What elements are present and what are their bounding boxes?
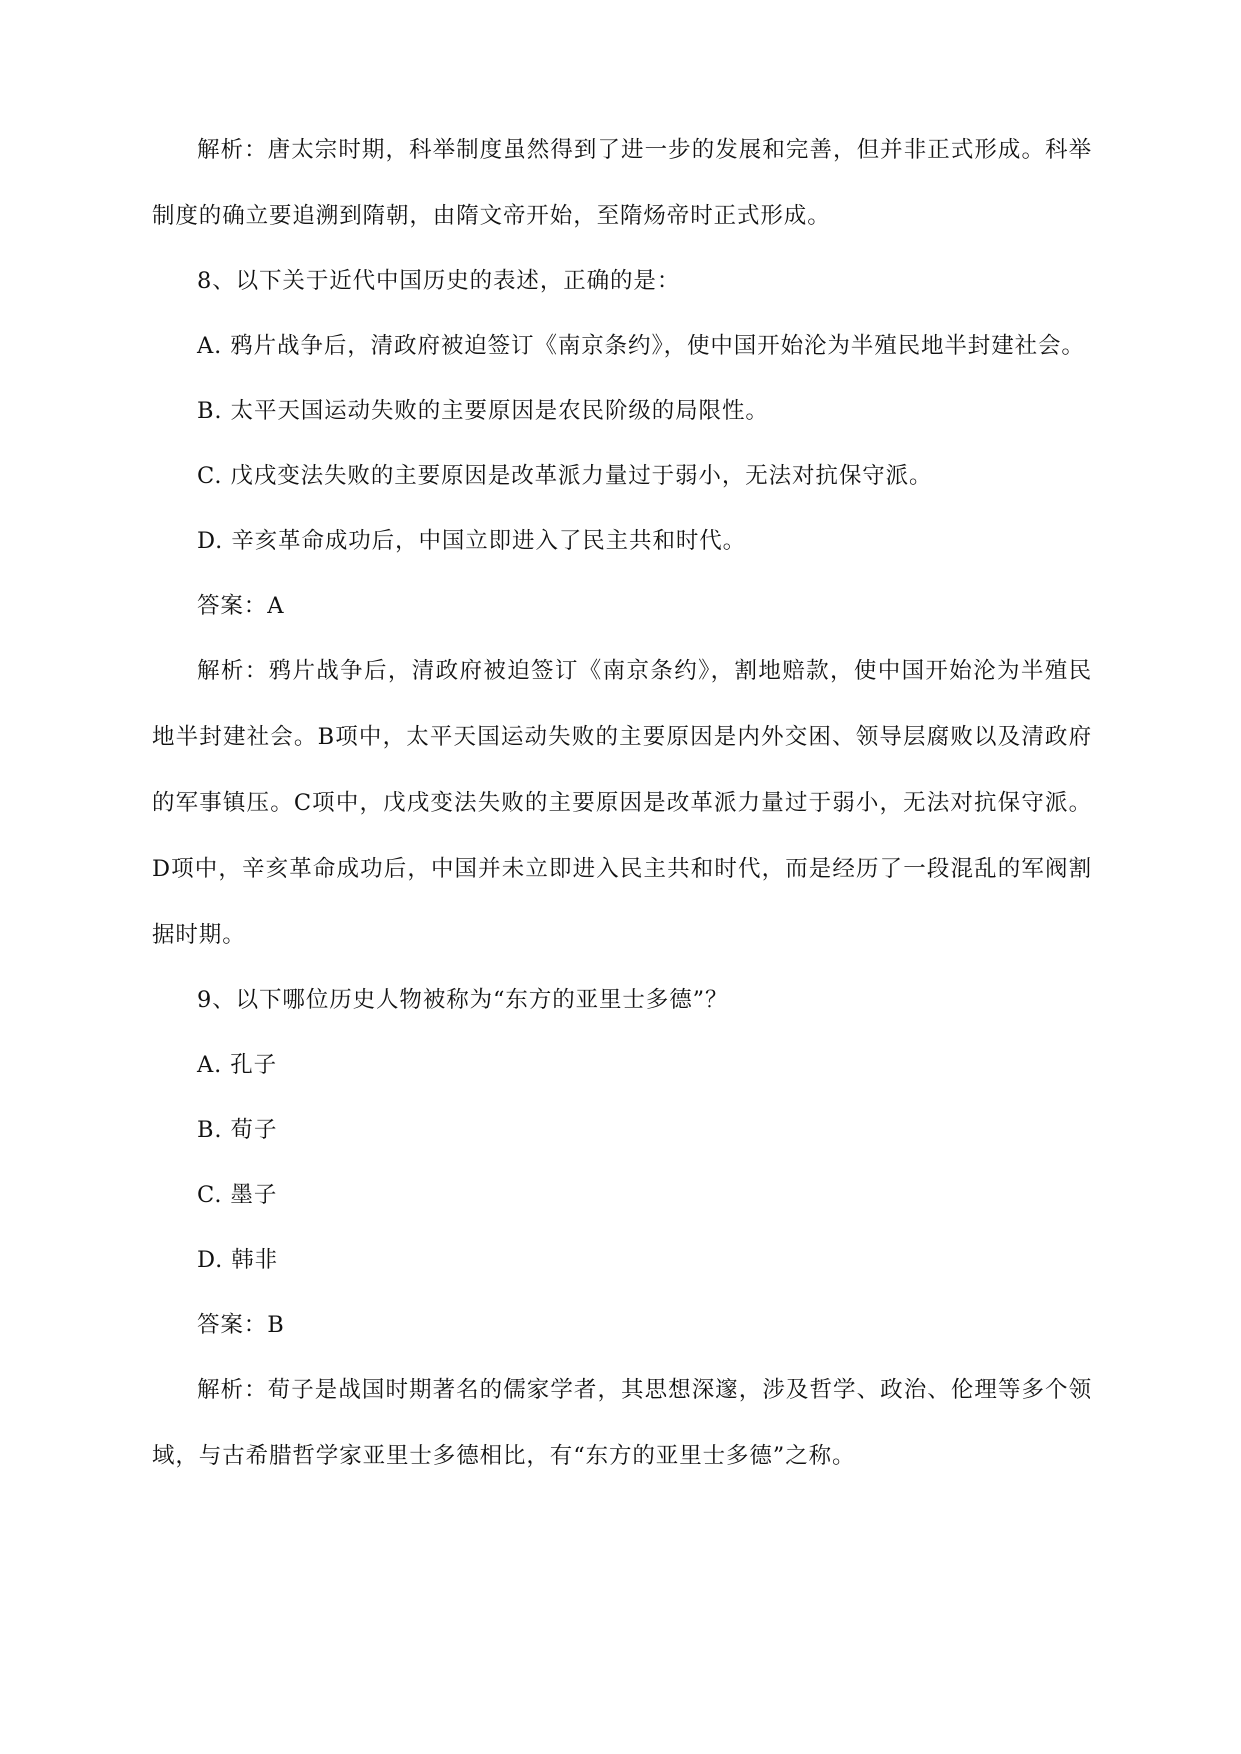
option-c-q9: C. 墨子 (197, 1182, 278, 1208)
answer-q8: 答案：A (197, 593, 285, 619)
answer-q9: 答案：B (197, 1312, 285, 1338)
option-d-q8: D. 辛亥革命成功后，中国立即进入了民主共和时代。 (197, 528, 747, 554)
option-c-q8: C. 戊戌变法失败的主要原因是改革派力量过于弱小，无法对抗保守派。 (197, 463, 933, 489)
option-d-q9: D. 韩非 (197, 1247, 279, 1273)
analysis-q9: 解析：荀子是战国时期著名的儒家学者，其思想深邃，涉及哲学、政治、伦理等多个领域，与古希腊哲学家亚里士多德相比，有“东方的亚里士多德”之称。 (152, 1377, 1092, 1469)
option-b-q8: B. 太平天国运动失败的主要原因是农民阶级的局限性。 (197, 398, 769, 424)
analysis-q7: 解析：唐太宗时期，科举制度虽然得到了进一步的发展和完善，但并非正式形成。科举制度的确立要追溯到隋朝，由隋文帝开始，至隋炀帝时正式形成。 (152, 137, 1092, 229)
analysis-q8: 解析：鸦片战争后，清政府被迫签订《南京条约》，割地赔款，使中国开始沦为半殖民地半封建社会。B项中，太平天国运动失败的主要原因是内外交困、领导层腐败以及清政府的军事镇压。C项中，戊戌变法失败的主要原因是改革派力量过于弱小，无法对抗保守派。D项中，辛亥革命成功后，中国并未立即进入民主共和时代，而是经历了一段混乱的军阀割据时期。 (152, 658, 1092, 948)
option-a-q8: A. 鸦片战争后，清政府被迫签订《南京条约》，使中国开始沦为半殖民地半封建社会。 (197, 333, 1085, 359)
question-9: 9、以下哪位历史人物被称为“东方的亚里士多德”？ (197, 987, 729, 1013)
option-b-q9: B. 荀子 (197, 1117, 278, 1143)
option-a-q9: A. 孔子 (197, 1052, 278, 1078)
question-8: 8、以下关于近代中国历史的表述，正确的是： (197, 268, 681, 294)
document-body (152, 134, 1092, 1505)
